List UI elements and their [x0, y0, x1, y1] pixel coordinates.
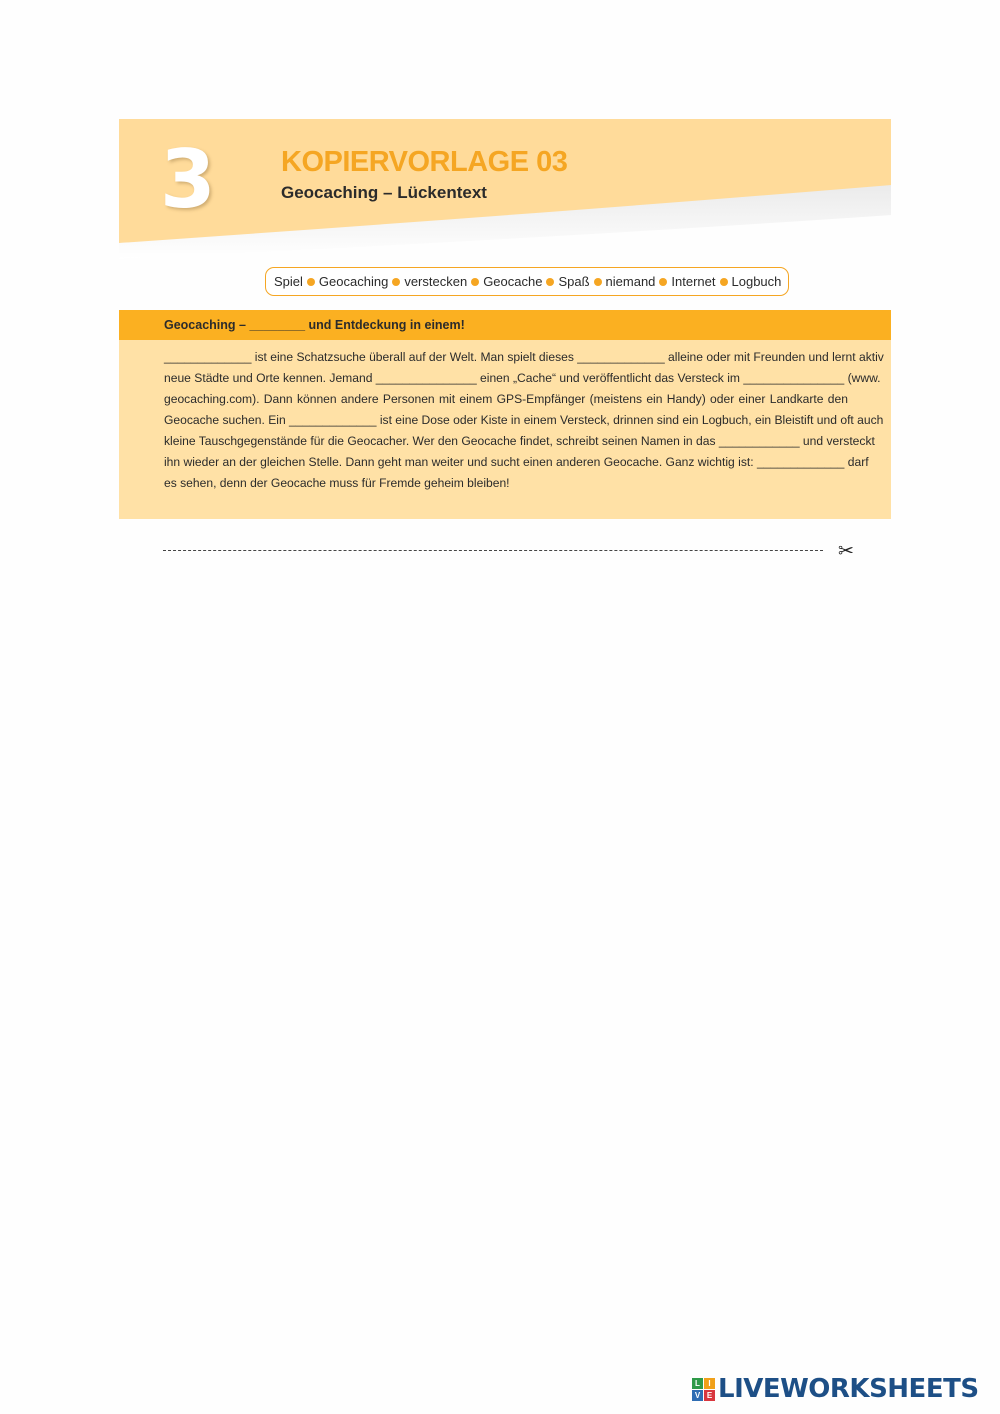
header-wave — [119, 119, 891, 259]
logo-letter: V — [692, 1390, 703, 1401]
text-line: kleine Tauschgegenstände für die Geocacher. Wer den Geocache findet, schreibt seinen Namen in das ____________ und versteckt — [164, 434, 875, 448]
word-bank-item: Spaß — [558, 274, 590, 289]
bullet-dot-icon — [471, 278, 479, 286]
liveworksheets-logo-icon — [692, 1378, 715, 1401]
page-title: KOPIERVORLAGE 03 — [281, 146, 568, 178]
word-bank-item: niemand — [605, 274, 656, 289]
word-bank — [265, 267, 789, 296]
section-header-bar — [119, 310, 891, 340]
cut-line — [163, 550, 823, 551]
page-subtitle: Geocaching – Lückentext — [281, 183, 487, 202]
logo-letter: E — [704, 1390, 715, 1401]
bullet-dot-icon — [546, 278, 554, 286]
bullet-dot-icon — [594, 278, 602, 286]
bullet-dot-icon — [720, 278, 728, 286]
liveworksheets-brand[interactable] — [692, 1374, 979, 1404]
text-line: neue Städte und Orte kennen. Jemand _______________ einen „Cache“ und veröffentlicht das Versteck im _______________ (www. — [164, 371, 881, 385]
logo-letter: L — [692, 1378, 703, 1389]
word-bank-item: Internet — [671, 274, 716, 289]
text-line: es sehen, denn der Geocache muss für Fremde geheim bleiben! — [164, 476, 510, 490]
word-bank-item: Spiel — [274, 274, 303, 289]
bullet-dot-icon — [659, 278, 667, 286]
bullet-dot-icon — [392, 278, 400, 286]
worksheet-number: 3 — [160, 133, 216, 226]
cloze-text-panel — [119, 340, 891, 519]
word-bank-item: Geocaching — [318, 274, 389, 289]
word-bank-item: verstecken — [404, 274, 468, 289]
text-line: Geocache suchen. Ein _____________ ist eine Dose oder Kiste in einem Versteck, drinnen sind ein Logbuch, ein Bleistift und oft auch — [164, 413, 884, 427]
header-banner — [119, 119, 891, 259]
scissors-icon: ✂ — [838, 540, 854, 562]
section-title: Geocaching – ________ und Entdeckung in einem! — [164, 318, 465, 332]
text-line: ihn wieder an der gleichen Stelle. Dann geht man weiter und sucht einen anderen Geocache. Ganz wichtig ist: _____________ darf — [164, 455, 869, 469]
text-line: geocaching.com). Dann können andere Personen mit einem GPS-Empfänger (meistens ein Handy) oder einer Landkarte den — [164, 392, 848, 406]
bullet-dot-icon — [307, 278, 315, 286]
logo-letter: I — [704, 1378, 715, 1389]
text-line: _____________ ist eine Schatzsuche überall auf der Welt. Man spielt dieses _____________ alleine oder mit Freunden und lernt aktiv — [164, 350, 884, 364]
word-bank-item: Geocache — [483, 274, 543, 289]
brand-name: LIVEWORKSHEETS — [718, 1374, 979, 1404]
word-bank-item: Logbuch — [731, 274, 782, 289]
